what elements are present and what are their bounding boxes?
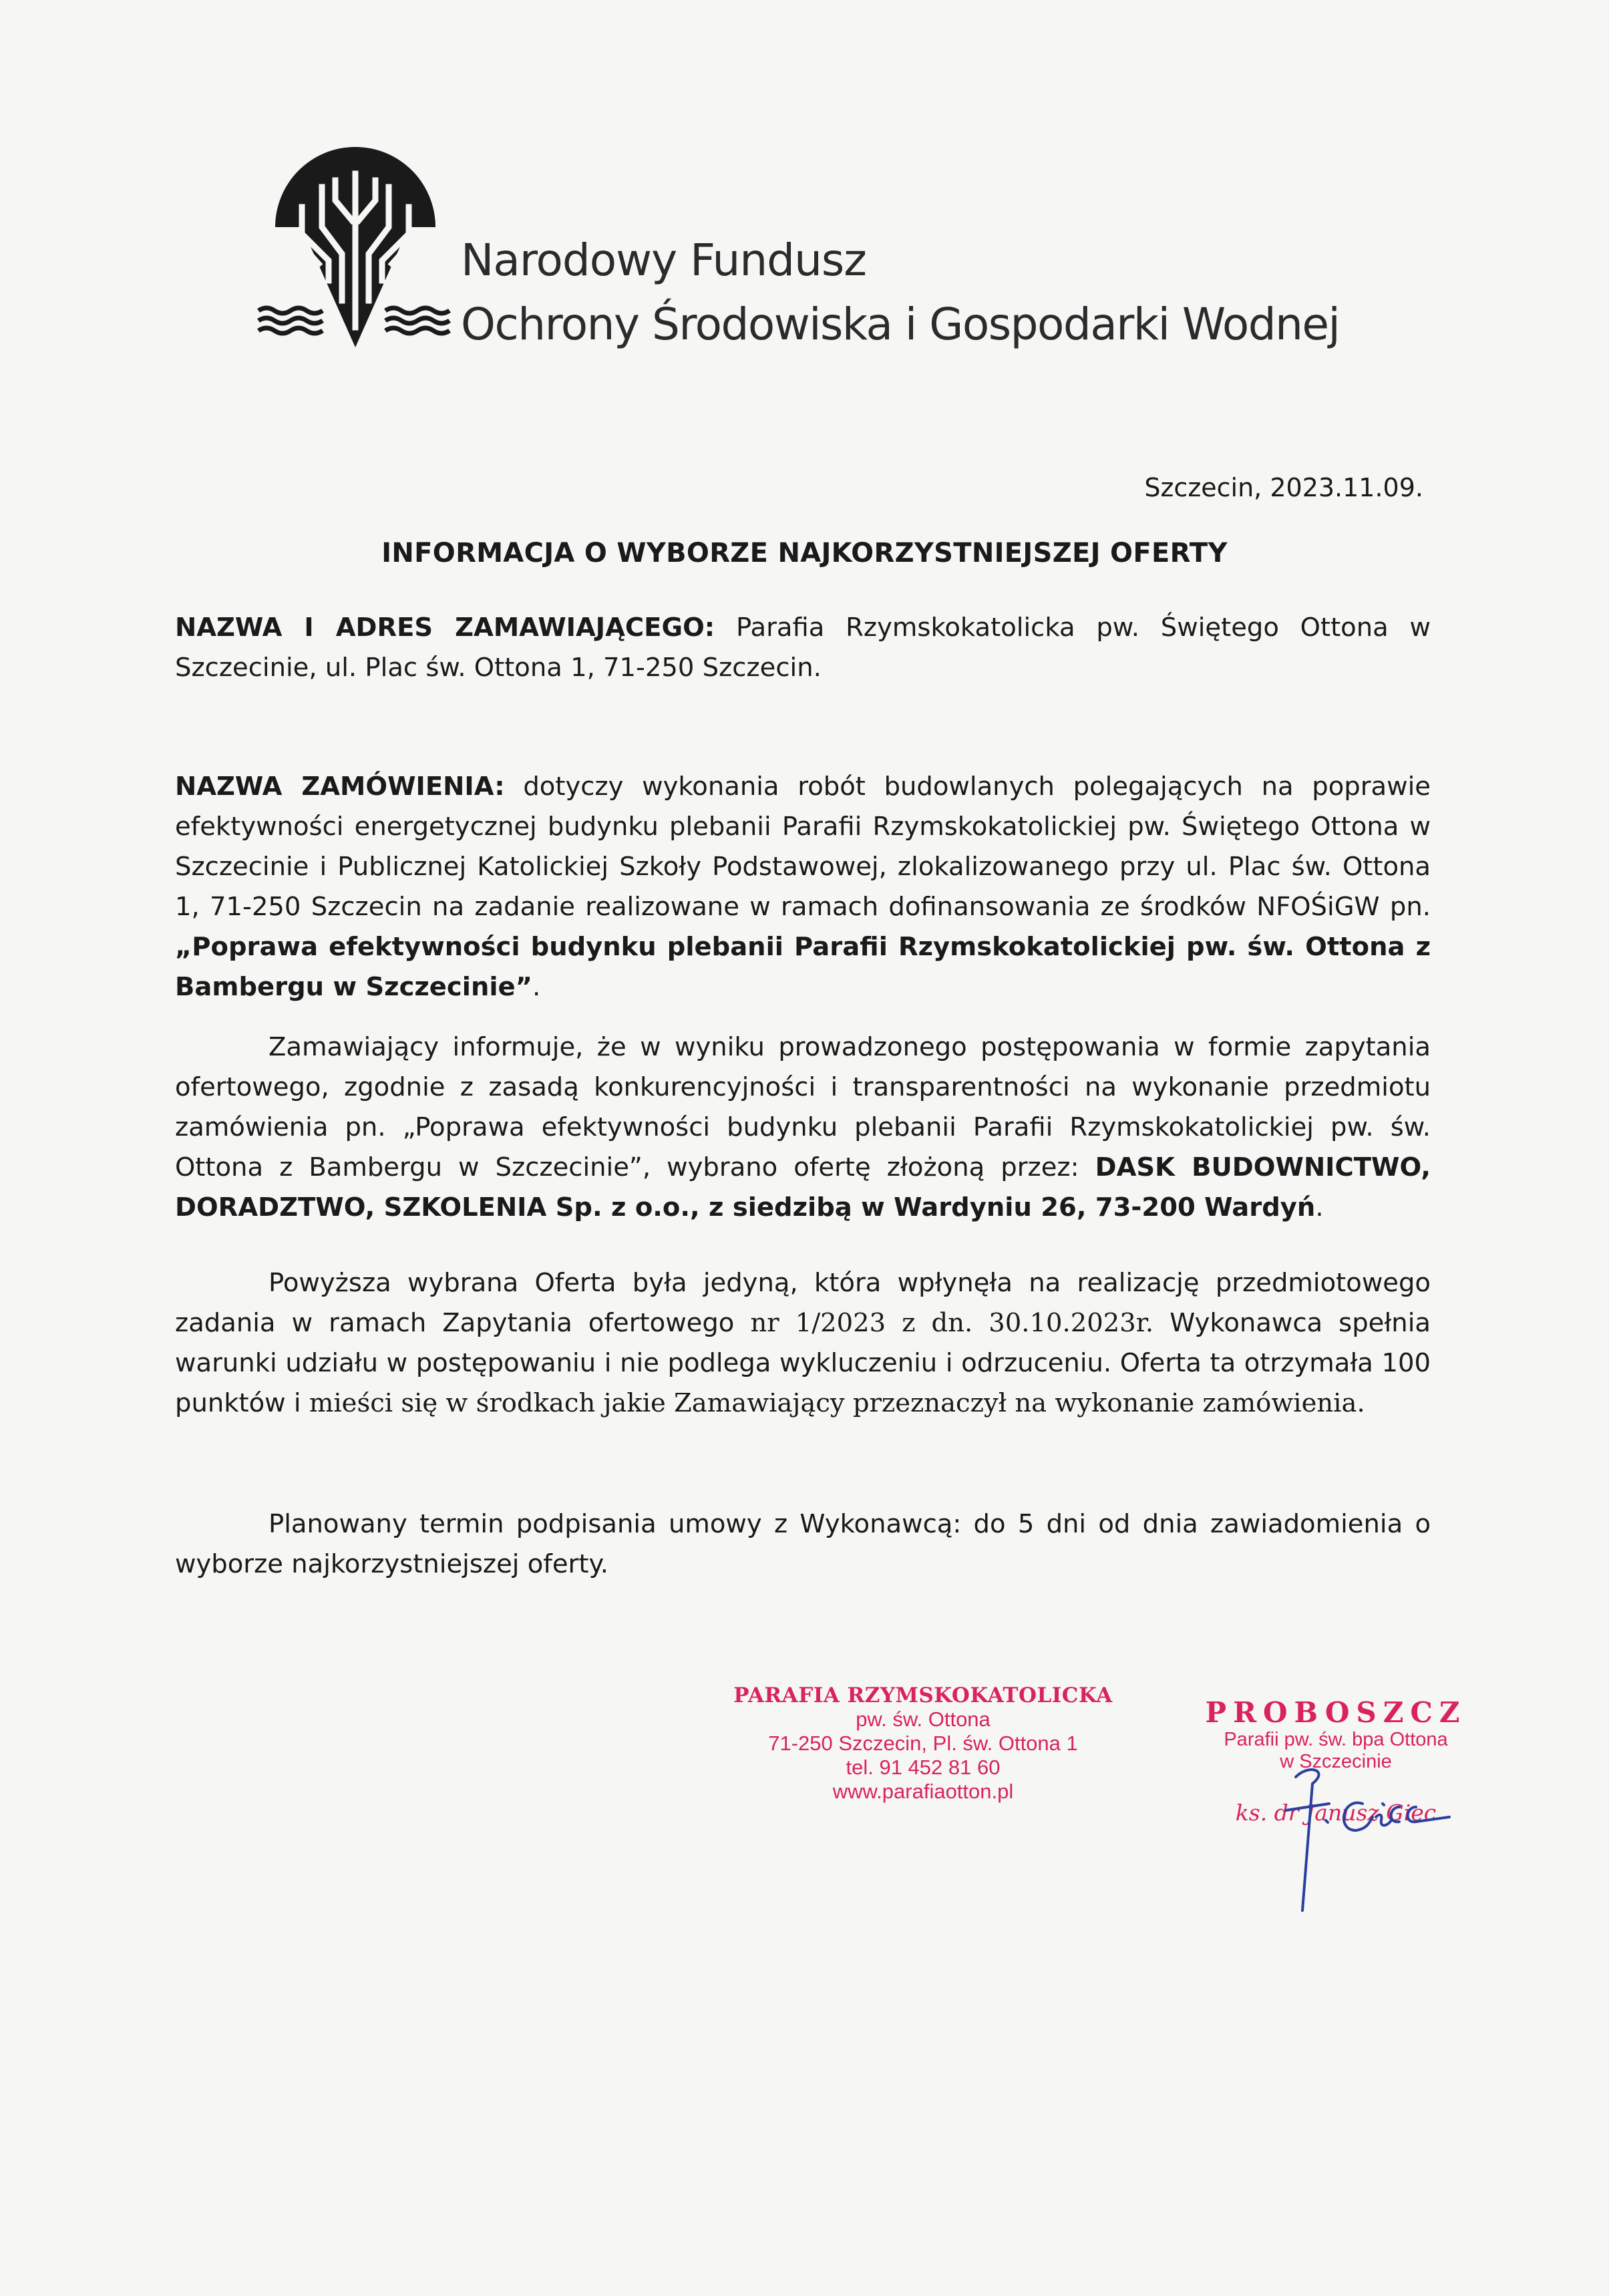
- priest-stamp-title: PROBOSZCZ: [1205, 1696, 1467, 1729]
- nfosigw-logo-icon: [255, 127, 456, 354]
- info-text: Zamawiający informuje, że w wyniku prowadzonego postępowania w formie zapytania ofertowego, zgodnie z zasadą konkurencyjności i transparentności na wykonanie przedmiotu zamówienia pn. „Poprawa efektywności budynku plebanii Parafii Rzymskokatolickiej pw. św. Ottona z Bambergu w Szczecinie”, wybrano ofertę złożoną przez:: [175, 1032, 1431, 1182]
- winner-name: DASK BUDOWNICTWO, DORADZTWO, SZKOLENIA Sp. z o.o., z siedzibą w Wardyniu 26, 73-200 Wardyń: [175, 1152, 1431, 1222]
- contractor-paragraph: [175, 608, 1431, 688]
- order-paragraph: [175, 767, 1431, 1007]
- logo-wordmark: [461, 235, 1339, 350]
- order-end: .: [532, 972, 541, 1002]
- document-title: INFORMACJA O WYBORZE NAJKORZYSTNIEJSZEJ OFERTY: [381, 538, 1228, 568]
- info-paragraph: [175, 1027, 1431, 1228]
- parish-stamp-address: 71-250 Szczecin, Pl. św. Ottona 1: [768, 1732, 1078, 1755]
- parish-stamp-title: PARAFIA RZYMSKOKATOLICKA: [733, 1683, 1113, 1707]
- contractor-label: NAZWA I ADRES ZAMAWIAJĄCEGO:: [175, 613, 715, 643]
- contractor-text: Parafia Rzymskokatolicka pw. Świętego Ottona w Szczecinie, ul. Plac św. Ottona 1, 71-250 Szczecin.: [175, 613, 1431, 683]
- order-project-name: „Poprawa efektywności budynku plebanii Parafii Rzymskokatolickiej pw. św. Ottona z Bambergu w Szczecinie”: [175, 932, 1431, 1002]
- parish-stamp-website: www.parafiaotton.pl: [832, 1780, 1014, 1803]
- term-paragraph: Planowany termin podpisania umowy z Wykonawcą: do 5 dni od dnia zawiadomienia o wyborze najkorzystniejszej oferty.: [175, 1509, 1431, 1579]
- priest-stamp-parish: Parafii pw. św. bpa Ottona: [1224, 1729, 1448, 1750]
- parish-stamp: [729, 1683, 1117, 1804]
- logo-line-1: Narodowy Fundusz: [461, 234, 866, 286]
- parish-stamp-line-2: pw. św. Ottona: [856, 1707, 991, 1731]
- priest-stamp-name: ks. dr Janusz Giec: [1235, 1800, 1437, 1826]
- offer-paragraph: [175, 1263, 1431, 1424]
- document-date: Szczecin, 2023.11.09.: [1144, 473, 1423, 502]
- logo-line-2: Ochrony Środowiska i Gospodarki Wodnej: [461, 299, 1340, 350]
- info-end: .: [1315, 1192, 1324, 1222]
- handwritten-signature: [1249, 1757, 1469, 1917]
- order-label: NAZWA ZAMÓWIENIA:: [175, 772, 505, 802]
- parish-stamp-phone: tel. 91 452 81 60: [846, 1756, 1001, 1779]
- offer-text-3: mieści się w środkach jakie Zamawiający przeznaczył na wykonanie zamówienia.: [309, 1388, 1365, 1418]
- order-text: dotyczy wykonania robót budowlanych polegających na poprawie efektywności energetycznej budynku plebanii Parafii Rzymskokatolickiej pw. Świętego Ottona w Szczecinie i Publicznej Katolickiej Szkoły Podstawowej, zlokalizowanego przy ul. Plac św. Ottona 1, 71-250 Szczecin na zadanie realizowane w ramach dofinansowania ze środków NFOŚiGW pn.: [175, 772, 1431, 922]
- offer-text-1: Powyższa wybrana Oferta była jedyną, która wpłynęła na realizację przedmiotowego zadania w ramach Zapytania ofertowego: [175, 1268, 1431, 1338]
- priest-stamp-city: w Szczecinie: [1280, 1751, 1392, 1772]
- offer-inquiry-ref: nr 1/2023 z dn. 30.10.2023r.: [750, 1308, 1154, 1338]
- offer-text-2: Wykonawca spełnia warunki udziału w postępowaniu i nie podlega wykluczeniu i odrzuceniu. Oferta ta otrzymała 100 punktów i: [175, 1308, 1431, 1418]
